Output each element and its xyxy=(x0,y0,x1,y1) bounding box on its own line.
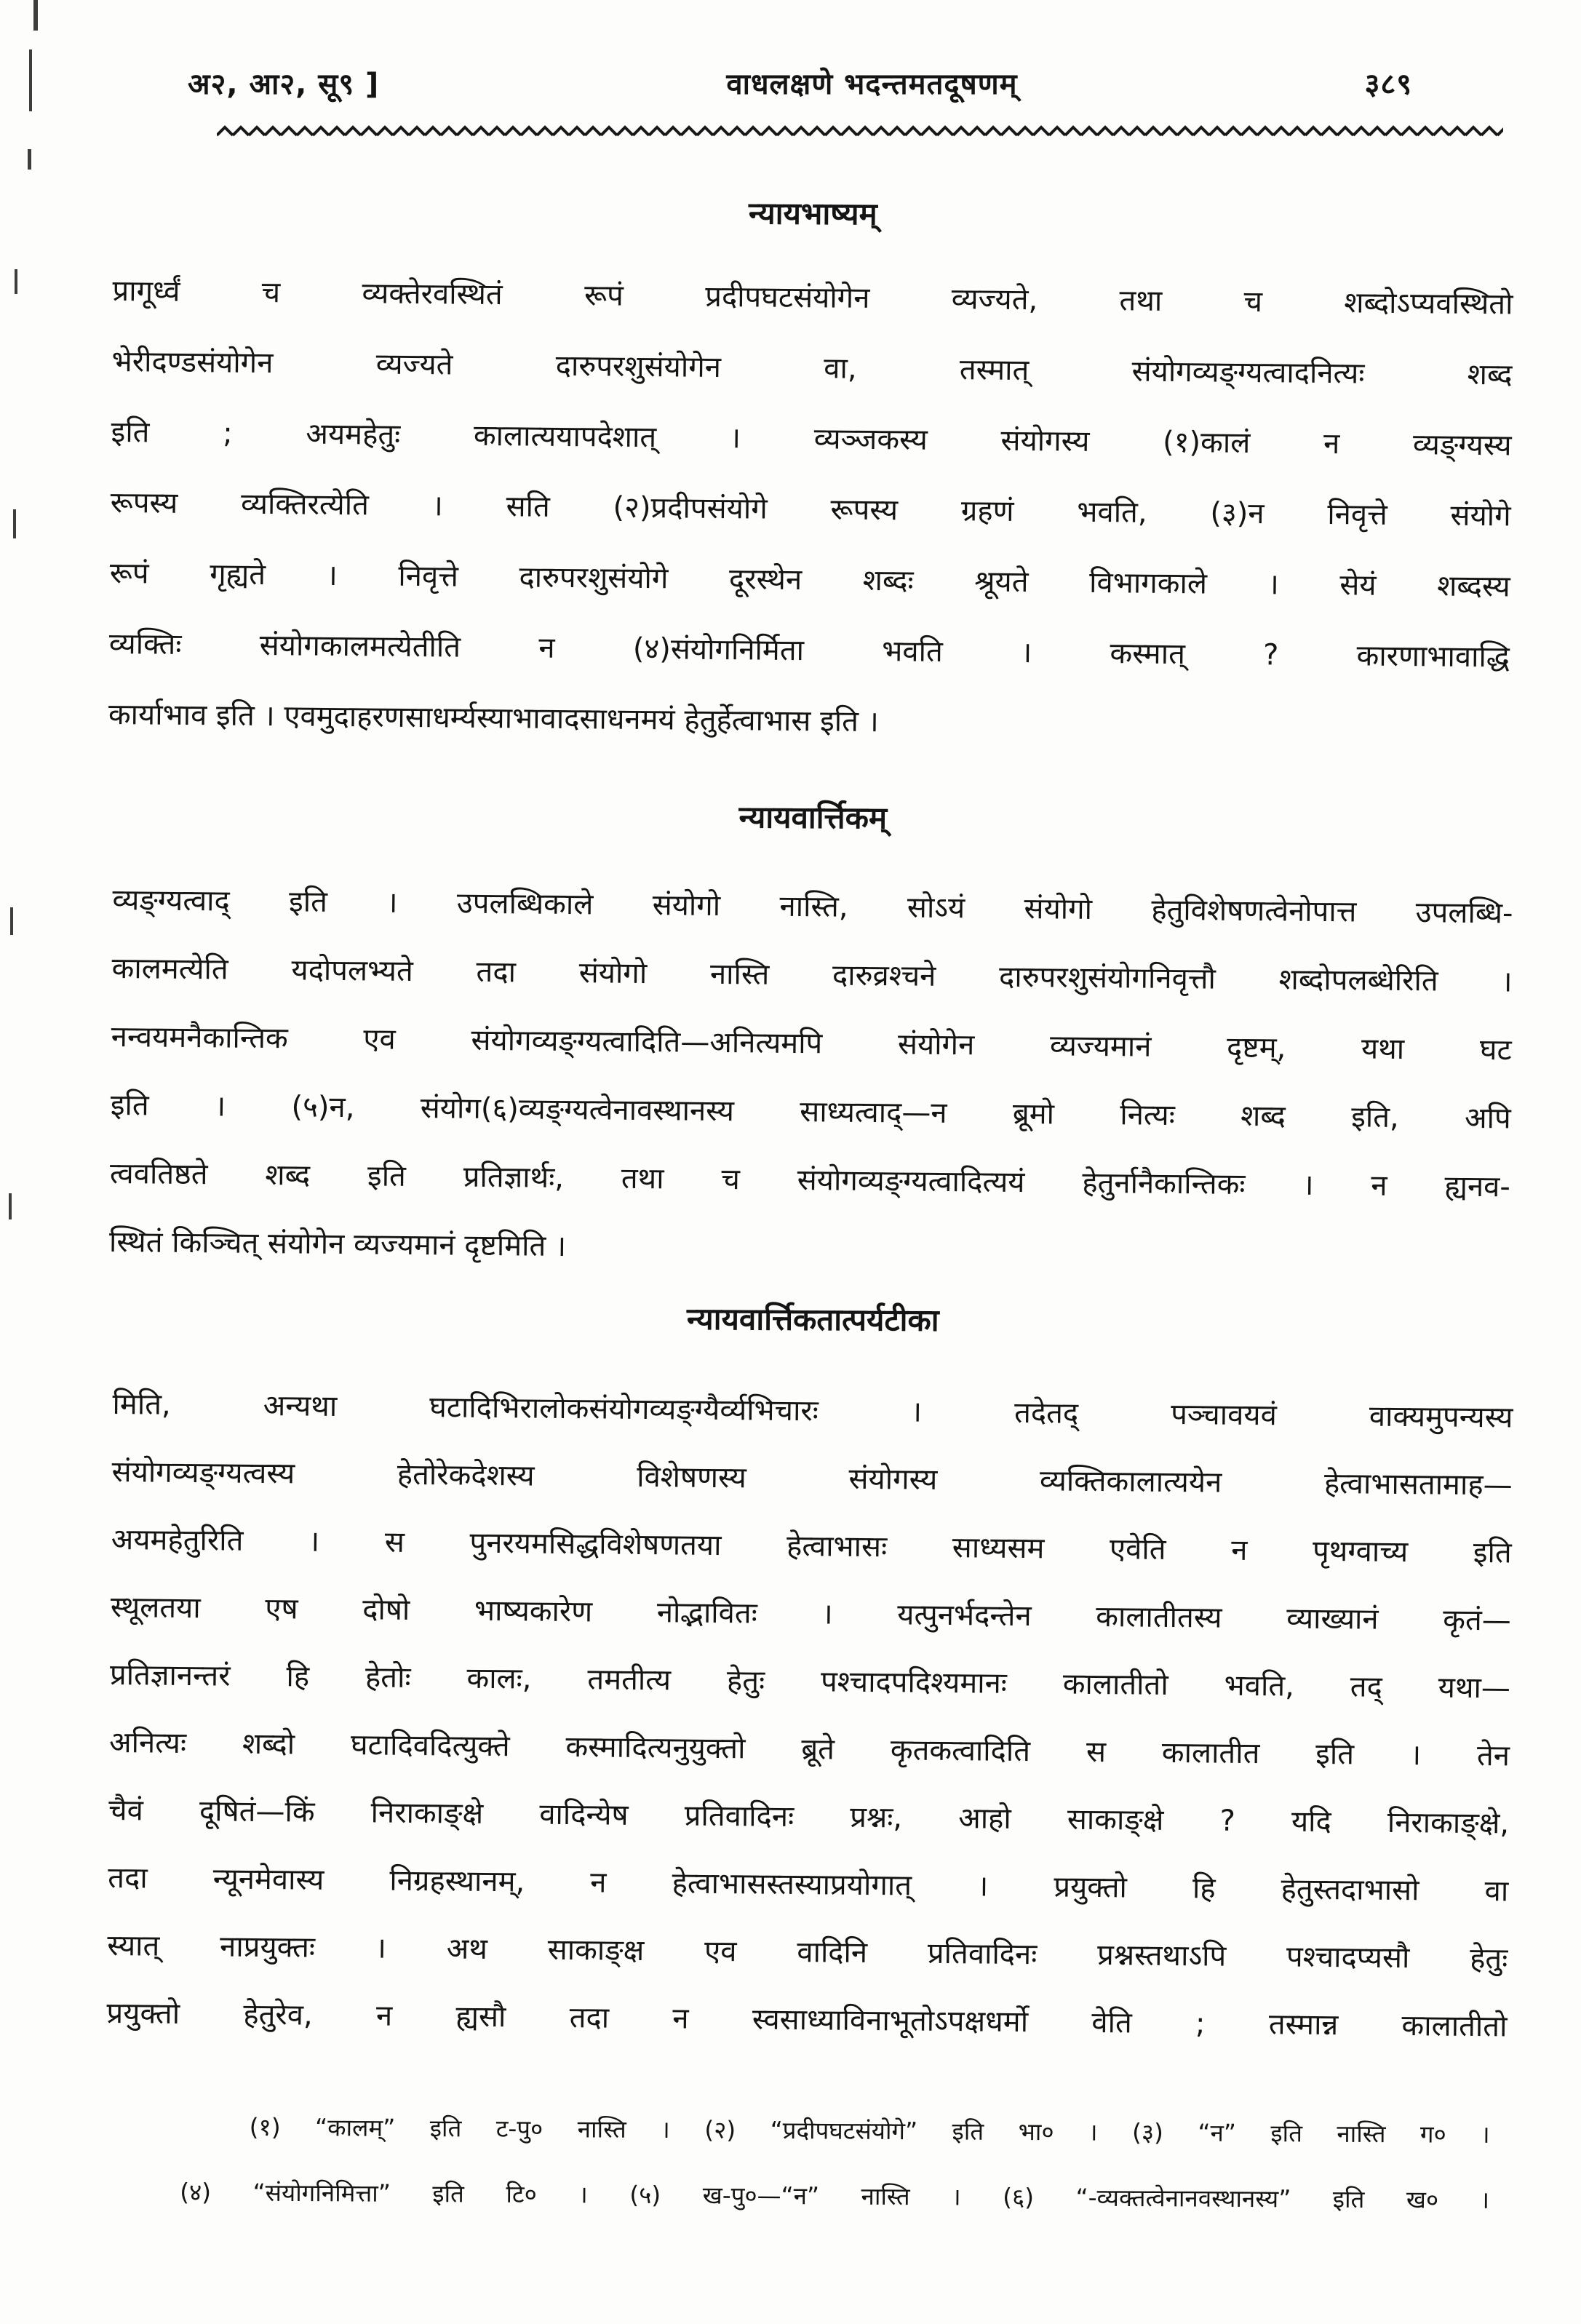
body-line: कार्याभाव इति । एवमुदाहरणसाधर्म्यस्याभावादसाधनमयं हेतुर्हेत्वाभास इति । xyxy=(108,697,880,739)
footnotes-block xyxy=(180,2094,1490,2233)
section-heading-nyayabhashya: न्यायभाष्यम् xyxy=(748,195,877,232)
header-left-label: अ२, आ२, सू९ ] xyxy=(188,68,380,101)
scan-artifact xyxy=(33,0,38,31)
body-line: इति ; अयमहेतुः कालात्ययापदेशात् । व्यञ्जकस्य संयोगस्य (१)कालं न व्यङ्ग्यस्य xyxy=(111,415,1512,463)
scan-artifact xyxy=(28,149,31,170)
body-line: मिति, अन्यथा घटादिभिरालोकसंयोगव्यङ्ग्यैर्व्यभिचारः । तदेतद् पञ्चावयवं वाक्यमुपन्यस्य xyxy=(112,1387,1513,1435)
paragraph-nyayavarttika xyxy=(109,866,1513,1289)
body-line: संयोगव्यङ्ग्यत्वस्य हेतोरेकदेशस्य विशेषणस्य संयोगस्य व्यक्तिकालात्ययेन हेत्वाभासतामाह— xyxy=(111,1455,1513,1503)
section-heading-tatparyatika: न्यायवार्त्तिकतात्पर्यटीका xyxy=(686,1300,939,1338)
body-line: अनित्यः शब्दो घटादिवदित्युक्ते कस्मादित्यनुयुक्तो ब्रूते कृतकत्वादिति स कालातीत इति । तेन xyxy=(108,1725,1510,1773)
header-title: वाधलक्षणे भदन्तमतदूषणम् xyxy=(726,68,1018,101)
body-line: रूपं गृह्यते । निवृत्ते दारुपरशुसंयोगे दूरस्थेन शब्दः श्रूयते विभागकाले । सेयं शब्दस्य xyxy=(109,556,1510,604)
scan-artifact xyxy=(15,269,17,294)
body-line: व्यक्तिः संयोगकालमत्येतीति न (४)संयोगनिर्मिता भवति । कस्मात् ? कारणाभावाद्धि xyxy=(108,626,1510,674)
body-line: स्यात् नाप्रयुक्तः । अथ साकाङ्क्ष एव वादिनि प्रतिवादिनः प्रश्नस्तथाऽपि पश्चादप्यसौ हेतुः xyxy=(107,1928,1508,1976)
body-line: त्ववतिष्ठते शब्द इति प्रतिज्ञार्थः, तथा च संयोगव्यङ्ग्यत्वादित्ययं हेतुर्नानैकान्तिकः । न ह्यनव- xyxy=(109,1156,1511,1204)
section-heading-nyayavarttika: न्यायवार्त्तिकम् xyxy=(738,799,888,836)
body-line: अयमहेतुरिति । स पुनरयमसिद्धविशेषणतया हेत्वाभासः साध्यसम एवेति न पृथग्वाच्य इति xyxy=(111,1522,1512,1570)
body-line: कालमत्येति यदोपलभ्यते तदा संयोगो नास्ति दारुव्रश्चने दारुपरशुसंयोगनिवृत्तौ शब्दोपलब्धेरिति । xyxy=(111,951,1513,999)
body-line: भेरीदण्डसंयोगेन व्यज्यते दारुपरशुसंयोगेन वा, तस्मात् संयोगव्यङ्ग्यत्वादनित्यः शब्द xyxy=(111,344,1513,392)
body-line: प्रयुक्तो हेतुरेव, न ह्यसौ तदा न स्वसाध्याविनाभूतोऽपक्षधर्मो वेति ; तस्मान्न कालातीतो xyxy=(106,1996,1508,2044)
scan-artifact xyxy=(9,1193,12,1219)
body-line: प्रागूर्ध्वं च व्यक्तेरवस्थितं रूपं प्रदीपघटसंयोगेन व्यज्यते, तथा च शब्दोऽप्यवस्थितो xyxy=(112,274,1513,322)
page-number: ३८९ xyxy=(1364,68,1412,101)
body-line: इति । (५)न, संयोग(६)व्यङ्ग्यत्वेनावस्थानस्य साध्यत्वाद्—न ब्रूमो नित्यः शब्द इति, अपि xyxy=(110,1088,1511,1136)
scan-artifact xyxy=(29,49,32,111)
footnote-line: (४) “संयोगनिमित्ता” इति टि० । (५) ख-पु०—“न” नास्ति । (६) “-व्यक्तत्वेनानवस्थानस्य” इति ख० । xyxy=(180,2177,1490,2214)
running-header xyxy=(188,63,1412,103)
scan-artifact xyxy=(13,509,16,538)
body-line: व्यङ्ग्यत्वाद् इति । उपलब्धिकाले संयोगो नास्ति, सोऽयं संयोगो हेतुविशेषणत्वेनोपात्त उपलब्धि- xyxy=(112,883,1513,931)
body-line: प्रतिज्ञानन्तरं हि हेतोः कालः, तमतीत्य हेतुः पश्चादपदिश्यमानः कालातीतो भवति, तद् यथा— xyxy=(109,1658,1511,1706)
body-line: स्थूलतया एष दोषो भाष्यकारेण नोद्भावितः । यत्पुनर्भदन्तेन कालातीतस्य व्याख्यानं कृतं— xyxy=(110,1590,1512,1638)
body-line: चैवं दूषितं—किं निराकाङ्क्षे वादिन्येष प्रतिवादिनः प्रश्नः, आहो साकाङ्क्षे ? यदि निराकाङ्क्षे, xyxy=(108,1793,1510,1841)
paragraph-tatparyatika xyxy=(106,1371,1513,2061)
zigzag-divider xyxy=(217,124,1503,140)
body-line: नन्वयमनैकान्तिक एव संयोगव्यङ्ग्यत्वादिति—अनित्यमपि संयोगेन व्यज्यमानं दृष्टम्, यथा घट xyxy=(111,1019,1512,1067)
footnote-line: (१) “कालम्” इति ट-पु० नास्ति । (२) “प्रदीपघटसंयोगे” इति भा० । (३) “न” इति नास्ति ग० । xyxy=(249,2112,1490,2149)
body-line: स्थितं किञ्चित् संयोगेन व्यज्यमानं दृष्टमिति । xyxy=(108,1225,567,1264)
paragraph-nyayabhashya xyxy=(108,256,1513,763)
scan-artifact xyxy=(10,907,13,935)
body-line: तदा न्यूनमेवास्य निग्रहस्थानम्, न हेत्वाभासस्तस्याप्रयोगात् । प्रयुक्तो हि हेतुस्तदाभासो वा xyxy=(108,1861,1509,1909)
body-line: रूपस्य व्यक्तिरत्येति । सति (२)प्रदीपसंयोगे रूपस्य ग्रहणं भवति, (३)न निवृत्ते संयोगे xyxy=(110,485,1511,533)
